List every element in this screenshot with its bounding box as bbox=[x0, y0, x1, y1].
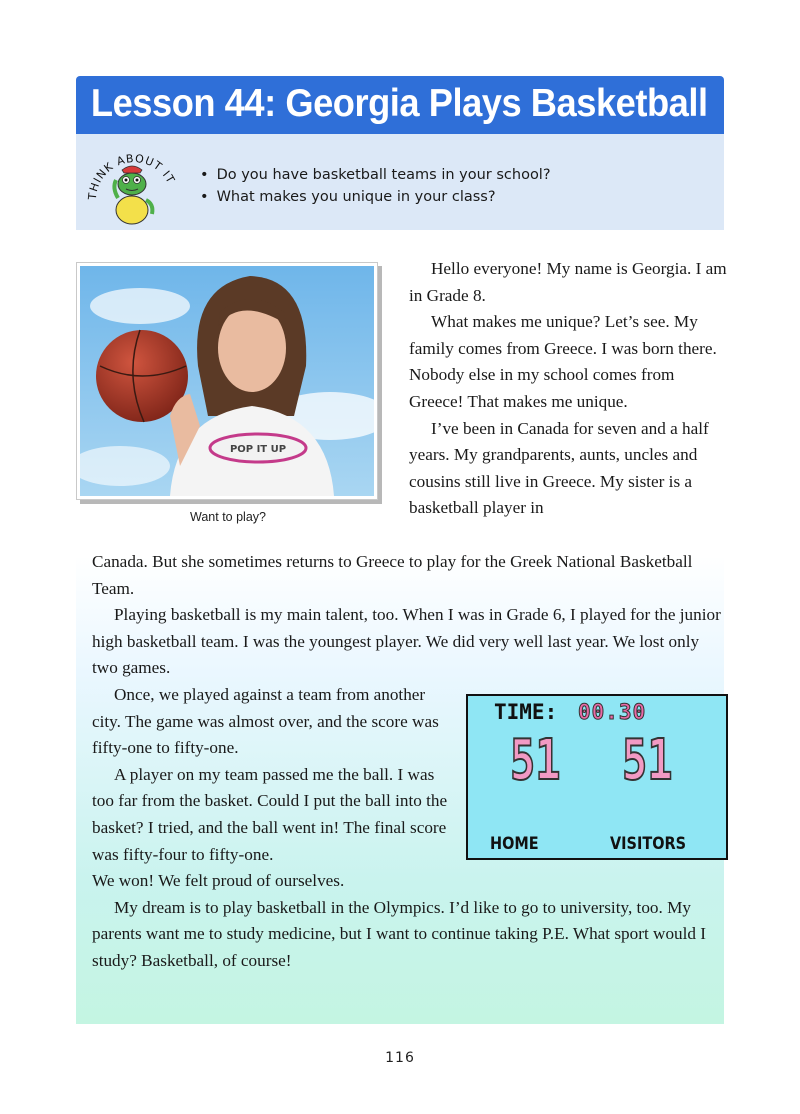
lesson-title-bar bbox=[76, 76, 724, 134]
think-about-it-logo-text: THINK ABOUT IT bbox=[85, 151, 178, 201]
think-question: • Do you have basketball teams in your school? bbox=[200, 164, 551, 186]
page-number: 116 bbox=[385, 1050, 415, 1066]
story-full-width-1 bbox=[92, 549, 724, 682]
georgia-photo-frame bbox=[76, 262, 378, 500]
story-paragraph: A player on my team passed me the ball. I was too far from the basket. Could I put the ball into the basket? I tried, and the ball went in! The final score was fifty-four to fifty-one. bbox=[92, 764, 448, 864]
story-full-width-2 bbox=[92, 868, 724, 974]
story-paragraph: We won! We felt proud of ourselves. bbox=[92, 871, 345, 890]
story-paragraph: Canada. But she sometimes returns to Greece to play for the Greek National Basketball Team. bbox=[92, 552, 693, 598]
think-question: • What makes you unique in your class? bbox=[200, 186, 551, 208]
think-questions-list bbox=[200, 164, 551, 208]
story-left-column bbox=[92, 682, 454, 868]
story-paragraph: Once, we played against a team from another city. The game was almost over, and the score was fifty-one to fifty-one. bbox=[92, 685, 439, 758]
lesson-title: Lesson 44: Georgia Plays Basketball bbox=[90, 82, 708, 125]
think-about-it-frog-icon bbox=[82, 140, 182, 226]
story-paragraph: What makes me unique? Let’s see. My family comes from Greece. I was born there. Nobody else in my school comes from Greece! That makes me unique. bbox=[409, 312, 717, 411]
scoreboard-visitors-label: VISITORS bbox=[610, 834, 687, 854]
photo-caption: Want to play? bbox=[190, 510, 266, 524]
scoreboard-visitors-score: 51 bbox=[622, 728, 673, 793]
scoreboard-illustration bbox=[466, 694, 728, 860]
scoreboard-home-score: 51 bbox=[510, 728, 561, 793]
story-paragraph: My dream is to play basketball in the Olympics. I’d like to go to university, too. My parents want me to study medicine, but I want to continue taking P.E. What sport would I study? Basketball, of course! bbox=[92, 897, 707, 970]
story-right-column bbox=[409, 256, 729, 522]
story-paragraph: I’ve been in Canada for seven and a half years. My grandparents, aunts, uncles and cousins still live in Greece. My sister is a basketball player in bbox=[409, 418, 709, 518]
shirt-logo-text: POP IT UP bbox=[229, 444, 287, 455]
georgia-basketball-photo bbox=[80, 266, 374, 496]
scoreboard-home-label: HOME bbox=[490, 834, 539, 854]
scoreboard-time-label: TIME: bbox=[494, 700, 558, 724]
scoreboard-time-value: 00.30 bbox=[578, 700, 647, 724]
story-paragraph: Playing basketball is my main talent, too. When I was in Grade 6, I played for the junior high basketball team. I was the youngest player. We did very well last year. We lost only two games. bbox=[92, 605, 721, 678]
story-paragraph: Hello everyone! My name is Georgia. I am in Grade 8. bbox=[409, 259, 727, 305]
think-about-it-box bbox=[76, 134, 724, 230]
